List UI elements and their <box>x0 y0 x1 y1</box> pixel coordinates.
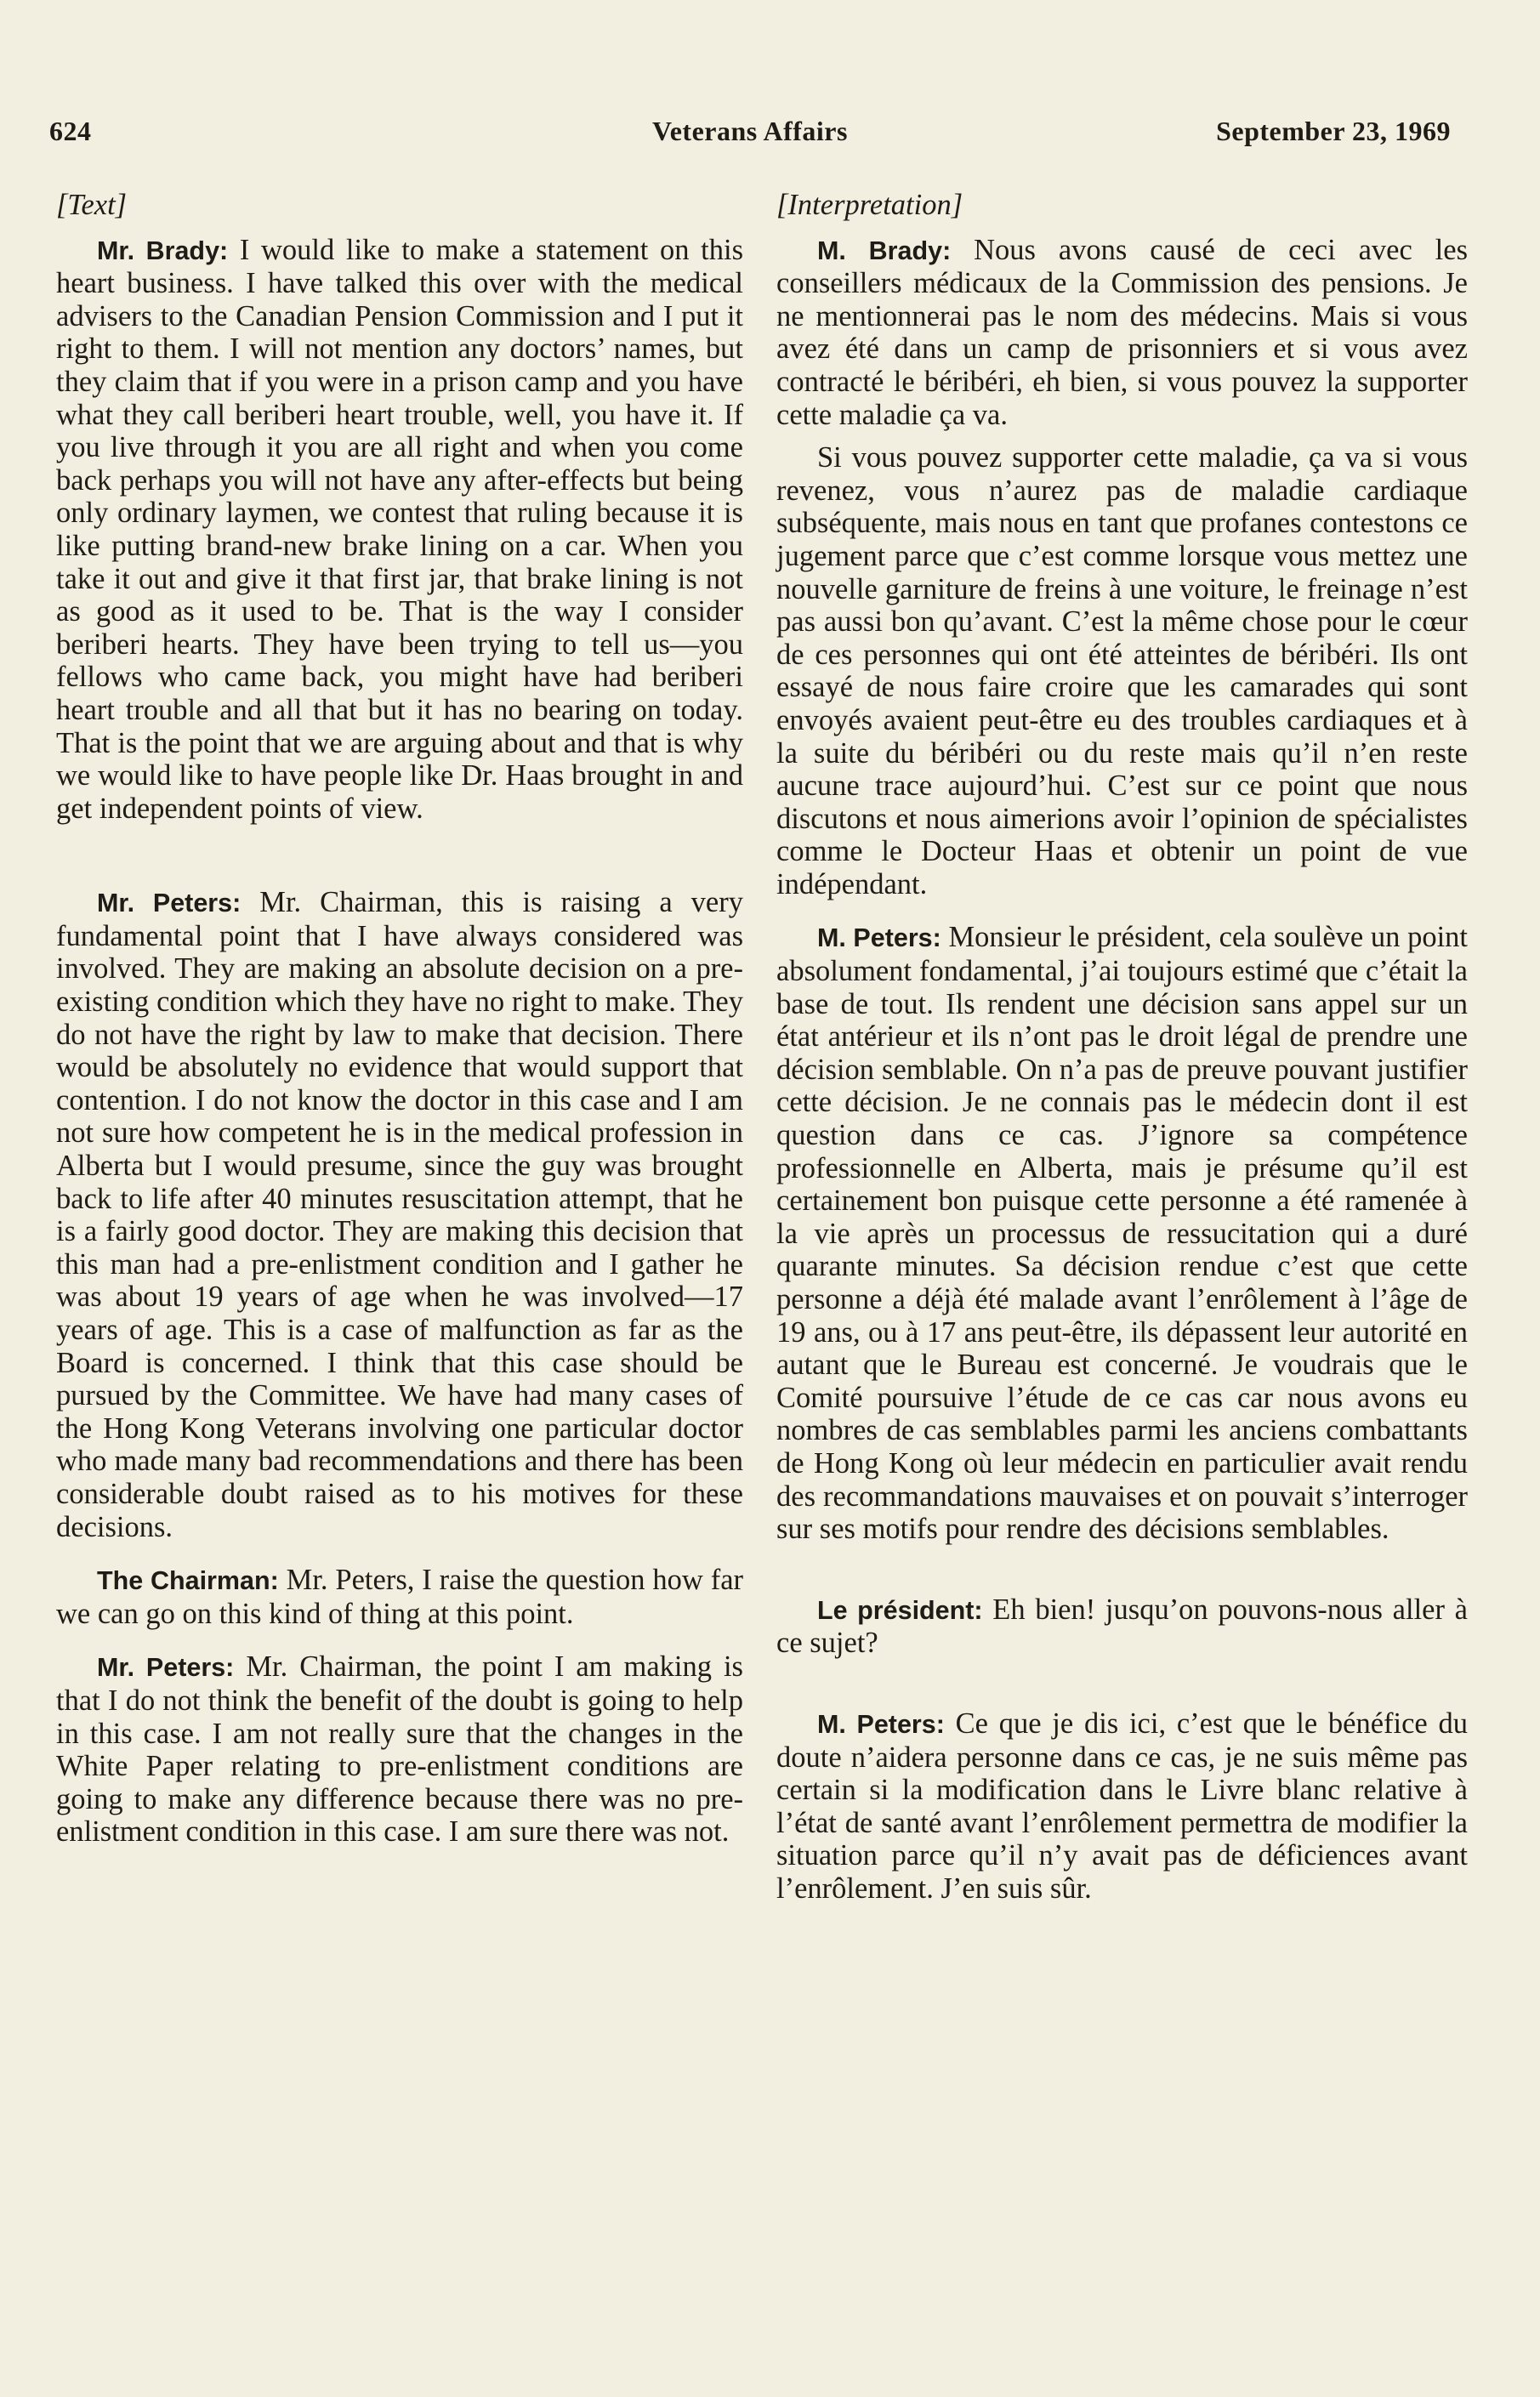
paragraph <box>56 1564 743 1630</box>
speaker-name: Mr. Peters: <box>97 1653 235 1683</box>
speech-text: Eh bien! jusqu’on pouvons-nous aller à ce sujet? <box>776 1593 1468 1660</box>
paragraph <box>776 1707 1468 1906</box>
column-label: [Text] <box>56 189 128 221</box>
speech-text: Mr. Chairman, the point I am making is that I do not think the benefit of the doubt is going to help in this case. I am not really sure that the changes in the White Paper relating to pre-enlistment conditions are going to make any difference because there was no pre-enlistment condition in this case. I am sure there was not. <box>56 1650 743 1849</box>
paragraph <box>56 886 743 1543</box>
speaker-name: Le président: <box>817 1595 983 1625</box>
speech-text: Mr. Chairman, this is raising a very fundamental point that I have always considered was involved. They are making an absolute decision on a pre-existing condition which they have no right to make. They do not have the right by law to make that decision. There would be absolutely no evidence that would support that contention. I do not know the doctor in this case and I am not sure how competent he is in the medical profession in Alberta but I would presume, since the guy was brought back to life after 40 minutes resuscitation attempt, that he is a fairly good doctor. They are making this decision that this man had a pre-enlistment condition and I gather he was about 19 years of age when he was involved—17 years of age. This is a case of malfunction as far as the Board is concerned. I think that this case should be pursued by the Committee. We have had many cases of the Hong Kong Veterans involving one particular doctor who made many bad recommendations and there has been considerable doubt raised as to his motives for these decisions. <box>56 886 743 1543</box>
speech-text: I would like to make a statement on this heart business. I have talked this over with the medical advisers to the Canadian Pension Commission and I put it right to them. I will not mention any doctors’ names, but they claim that if you were in a prison camp and you have what they call beriberi heart trouble, well, you have it. If you live through it you are all right and when you come back perhaps you will not have any after-effects but being only ordinary laymen, we contest that ruling because it is like putting brand-new brake lining on a car. When you take it out and give it that first jar, that brake lining is not as good as it used to be. That is the way I consider beriberi hearts. They have been trying to tell us—you fellows who came back, you might have had beriberi heart trouble and all that but it has no bearing on today. That is the point that we are arguing about and that is why we would like to have people like Dr. Haas brought in and get independent points of view. <box>56 233 743 825</box>
speaker-name: Mr. Brady: <box>97 236 229 265</box>
page-number: 624 <box>49 116 92 146</box>
speech-text: Si vous pouvez supporter cette maladie, ça va si vous revenez, vous n’aurez pas de maladie cardiaque subséquente, mais nous en tant que profanes contestons ce jugement parce que c’est comme lorsque vous mettez une nouvelle garniture de freins à une voiture, le freinage n’est pas aussi bon qu’avant. C’est la même chose pour le cœur de ces personnes qui ont été atteintes de béribéri. Ils ont essayé de nous faire croire que les camarades qui sont envoyés avaient peut-être eu des troubles cardiaques et à la suite du béribéri ou du reste mais qu’il n’en reste aucune trace aujourd’hui. C’est sur ce point que nous discutons et nous aimerions avoir l’opinion de spécialistes comme le Docteur Haas et obtenir un point de vue indépendant. <box>776 441 1468 900</box>
header-date: September 23, 1969 <box>1216 116 1451 146</box>
speaker-name: Mr. Peters: <box>97 889 242 918</box>
speaker-name: M. Brady: <box>817 236 952 265</box>
running-title: Veterans Affairs <box>652 116 848 146</box>
speaker-name: M. Peters: <box>817 923 941 953</box>
french-column <box>776 189 1468 1906</box>
column-label: [Interpretation] <box>776 189 963 221</box>
speech-text: Monsieur le président, cela soulève un point absolument fondamental, j’ai toujours estimé que c’était la base de tout. Ils rendent une décision sans appel sur un état antérieur et ils n’ont pas le droit légal de prendre une décision semblable. On n’a pas de preuve pouvant justifier cette décision. Je ne connais pas le médecin dont il est question dans ce cas. J’ignore sa compétence professionnelle en Alberta, mais je présume qu’il est certainement bon puisque cette personne a été ramenée à la vie après un processus de ressucitation qui a duré quarante minutes. Sa décision rendue c’est que cette personne a déjà été malade avant l’enrôlement à l’âge de 19 ans, ou à 17 ans peut-être, ils dépassent leur autorité en autant que le Bureau est concerné. Je voudrais que le Comité poursuive l’étude de ce cas car nous avons eu nombres de cas semblables parmi les anciens combattants de Hong Kong où leur médecin en particulier avait rendu des recommandations mauvaises et on pouvait s’interroger sur ses motifs pour rendre des décisions semblables. <box>776 921 1468 1546</box>
paragraph <box>56 234 743 826</box>
paragraph <box>56 1650 743 1849</box>
speaker-name: M. Peters: <box>817 1709 945 1739</box>
paragraph <box>776 441 1468 900</box>
english-column <box>56 189 743 1849</box>
speech-text: Ce que je dis ici, c’est que le bénéfice du doute n’aidera personne dans ce cas, je ne suis même pas certain si la modification dans le Livre blanc relative à l’état de santé avant l’enrôlement permettra de modifier la situation parce qu’il n’y avait pas de déficiences avant l’enrôlement. J’en suis sûr. <box>776 1707 1468 1905</box>
paragraph <box>776 1593 1468 1660</box>
speech-text: Nous avons causé de ceci avec les conseillers médicaux de la Commission des pensions. Je ne mentionnerai pas le nom des médecins. Mais si vous avez été dans un camp de prisonniers et si vous avez contracté le béribéri, eh bien, si vous pouvez la supporter cette maladie ça va. <box>776 233 1468 431</box>
speech-text: Mr. Peters, I raise the question how far we can go on this kind of thing at this point. <box>56 1564 744 1630</box>
paragraph <box>776 234 1468 432</box>
speaker-name: The Chairman: <box>97 1566 279 1596</box>
running-header <box>49 116 1451 158</box>
paragraph <box>776 921 1468 1545</box>
